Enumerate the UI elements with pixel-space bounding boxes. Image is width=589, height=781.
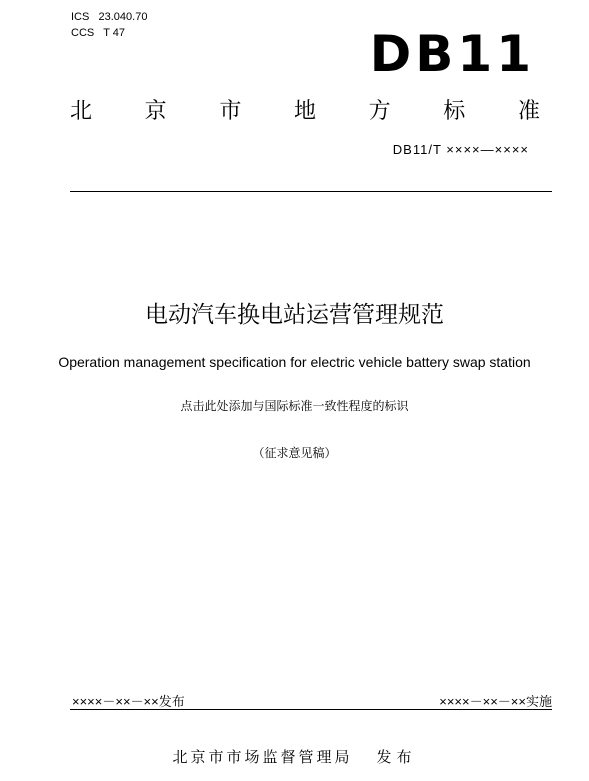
document-title-chinese: 电动汽车换电站运营管理规范 — [145, 302, 444, 328]
header-divider — [70, 191, 552, 192]
ics-code: ICS 23.040.70 — [71, 11, 148, 23]
ccs-code: CCS T 47 — [71, 27, 126, 39]
db-logo: DB11 — [369, 25, 535, 83]
category-char: 北 — [70, 99, 93, 124]
publish-date: ××××－××－××发布 — [72, 694, 185, 709]
implement-date: ××××－××－××实施 — [439, 694, 552, 709]
category-char: 标 — [443, 99, 466, 124]
category-char: 方 — [368, 99, 391, 124]
footer-divider — [70, 709, 552, 710]
category-char: 地 — [293, 99, 316, 124]
issuer-name: 北京市市场监督管理局 — [172, 748, 353, 766]
consistency-note[interactable]: 点击此处添加与国际标准一致性程度的标识 — [180, 399, 409, 413]
draft-stage-label: （征求意见稿） — [252, 446, 337, 460]
document-title-english: Operation management specification for electric vehicle battery swap station — [58, 354, 531, 370]
category-char: 市 — [219, 99, 242, 124]
category-char: 准 — [517, 99, 540, 124]
issue-action: 发布 — [376, 748, 417, 766]
issuer-line — [0, 746, 589, 767]
category-char: 京 — [144, 99, 167, 124]
standard-category — [70, 99, 540, 125]
standard-number: DB11/T ××××—×××× — [392, 142, 529, 157]
